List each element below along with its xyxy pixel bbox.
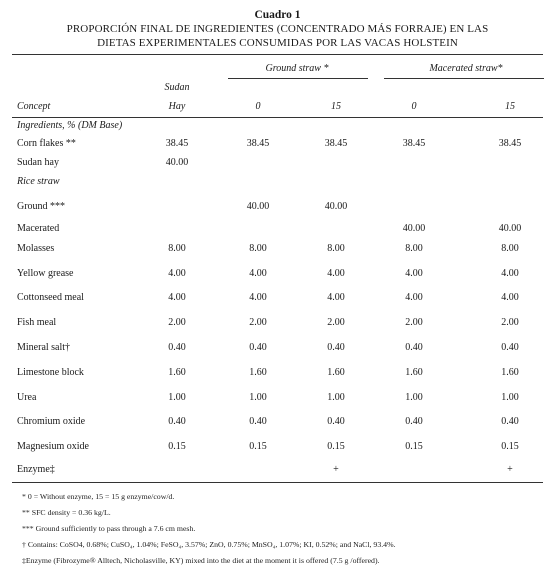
table-row <box>0 342 555 356</box>
group-underline-ground <box>228 78 368 79</box>
table-row <box>0 223 555 237</box>
row-label: Rice straw <box>17 176 60 187</box>
footnote: ** SFC density = 0.36 kg/L. <box>22 508 111 517</box>
footnotes <box>22 489 396 569</box>
table-cell: 40.00 <box>324 201 348 212</box>
row-label: Sudan hay <box>17 157 59 168</box>
footnote: *** Ground sufficiently to pass through a 7.6 cm mesh. <box>22 524 196 533</box>
table-row <box>0 464 555 478</box>
table-cell: 40.00 <box>402 223 426 234</box>
table-row <box>0 317 555 331</box>
table-cell: 0.40 <box>327 416 345 427</box>
table-row <box>0 392 555 406</box>
table-cell: 0.40 <box>405 342 423 353</box>
row-label: Yellow grease <box>17 268 74 279</box>
table-cell: 1.00 <box>501 392 519 403</box>
row-label: Enzyme‡ <box>17 464 55 475</box>
column-header-ground-0: 0 <box>255 101 261 112</box>
row-label: Ground *** <box>17 201 66 212</box>
table-cell: 2.00 <box>249 317 267 328</box>
column-header-macerated-0: 0 <box>411 101 417 112</box>
column-header-ground-15: 15 <box>331 101 341 112</box>
column-header-sudan-line-1: Sudan <box>164 82 190 93</box>
column-header-macerated-15: 15 <box>505 101 515 112</box>
table-cell: 4.00 <box>249 292 267 303</box>
row-label: Magnesium oxide <box>17 441 89 452</box>
table-cell: 0.15 <box>327 441 345 452</box>
table-cell: 1.60 <box>501 367 519 378</box>
table-cell: 4.00 <box>501 292 519 303</box>
row-label: Corn flakes ** <box>17 138 76 149</box>
table-cell: + <box>507 464 513 475</box>
table-cell: 8.00 <box>327 243 345 254</box>
table-cell: 40.00 <box>246 201 270 212</box>
table-row <box>0 201 555 215</box>
table-cell: 38.45 <box>402 138 426 149</box>
table-row <box>0 416 555 430</box>
table-cell: 1.00 <box>405 392 423 403</box>
table-cell: 0.15 <box>501 441 519 452</box>
table-cell: 4.00 <box>327 292 345 303</box>
row-label: Cottonseed meal <box>17 292 84 303</box>
table-cell: 2.00 <box>501 317 519 328</box>
table-cell: 1.60 <box>405 367 423 378</box>
row-label: Chromium oxide <box>17 416 86 427</box>
table-cell: 8.00 <box>405 243 423 254</box>
table-cell: 2.00 <box>327 317 345 328</box>
footnote: * 0 = Without enzyme, 15 = 15 g enzyme/cow/d. <box>22 492 175 501</box>
table-cell: 1.00 <box>327 392 345 403</box>
table-cell: 8.00 <box>501 243 519 254</box>
table-cell: 8.00 <box>249 243 267 254</box>
table-row <box>0 243 555 257</box>
table-cell: 0.40 <box>501 416 519 427</box>
bottom-rule <box>12 482 543 483</box>
table-cell: 0.15 <box>168 441 186 452</box>
top-rule <box>12 54 543 55</box>
table-cell: 40.00 <box>165 157 189 168</box>
table-cell: 1.00 <box>249 392 267 403</box>
table-cell: 0.40 <box>327 342 345 353</box>
group-header-ground: Ground straw * <box>265 63 329 74</box>
table-cell: 38.45 <box>324 138 348 149</box>
row-label: Molasses <box>17 243 55 254</box>
table-cell: 2.00 <box>168 317 186 328</box>
table-cell: + <box>333 464 339 475</box>
table-cell: 4.00 <box>501 268 519 279</box>
row-label: Limestone block <box>17 367 84 378</box>
table-cell: 4.00 <box>168 292 186 303</box>
table-cell: 0.40 <box>405 416 423 427</box>
table-cell: 1.60 <box>249 367 267 378</box>
table-cell: 4.00 <box>168 268 186 279</box>
table-cell: 4.00 <box>405 292 423 303</box>
table-cell: 8.00 <box>168 243 186 254</box>
table-row <box>0 176 555 190</box>
table-cell: 4.00 <box>405 268 423 279</box>
table-number: Cuadro 1 <box>254 9 301 21</box>
column-header-sudan-line-2: Hay <box>168 101 186 112</box>
table-cell: 0.15 <box>249 441 267 452</box>
table-cell: 1.00 <box>168 392 186 403</box>
row-label: Mineral salt† <box>17 342 71 353</box>
group-header-macerated: Macerated straw* <box>429 63 503 74</box>
table-row <box>0 157 555 171</box>
table-cell: 38.45 <box>246 138 270 149</box>
header-rule <box>12 117 543 118</box>
table-cell: 38.45 <box>498 138 522 149</box>
table-row <box>0 138 555 152</box>
table-cell: 2.00 <box>405 317 423 328</box>
table-cell: 40.00 <box>498 223 522 234</box>
table-cell: 0.40 <box>249 342 267 353</box>
table-cell: 0.40 <box>168 416 186 427</box>
row-label: Macerated <box>17 223 60 234</box>
row-label: Urea <box>17 392 37 403</box>
table-heading <box>0 0 555 50</box>
table-cell: 1.60 <box>168 367 186 378</box>
table-cell: 0.40 <box>501 342 519 353</box>
table-row <box>0 441 555 455</box>
table-row <box>0 268 555 282</box>
table-cell: 38.45 <box>165 138 189 149</box>
row-label: Fish meal <box>17 317 57 328</box>
table-row <box>0 120 555 134</box>
table-title-line-1: PROPORCIÓN FINAL DE INGREDIENTES (CONCENTRADO MÁS FORRAJE) EN LAS <box>66 23 489 35</box>
column-header-concept: Concept <box>17 101 51 112</box>
row-label: Ingredients, % (DM Base) <box>17 120 123 131</box>
table-cell: 4.00 <box>327 268 345 279</box>
table-cell: 1.60 <box>327 367 345 378</box>
table-cell: 0.40 <box>249 416 267 427</box>
footnote: ‡Enzyme (Fibrozyme® Alltech, Nicholasville, KY) mixed into the diet at the moment it is offered (7.5 g /offered). <box>22 556 380 565</box>
table-row <box>0 292 555 306</box>
table-cell: 4.00 <box>249 268 267 279</box>
footnote: † Contains: CoSO4, 0.68%; CuSO₄, 1.04%; FeSO₄, 3.57%; ZnO, 0.75%; MnSO₄, 1.07%; KI, 0.52%; and NaCl, 93.4%. <box>22 540 396 549</box>
table-row <box>0 367 555 381</box>
table-cell: 0.40 <box>168 342 186 353</box>
table-cell: 0.15 <box>405 441 423 452</box>
group-underline-macerated <box>384 78 544 79</box>
table-title-line-2: DIETAS EXPERIMENTALES CONSUMIDAS POR LAS VACAS HOLSTEIN <box>97 37 458 49</box>
